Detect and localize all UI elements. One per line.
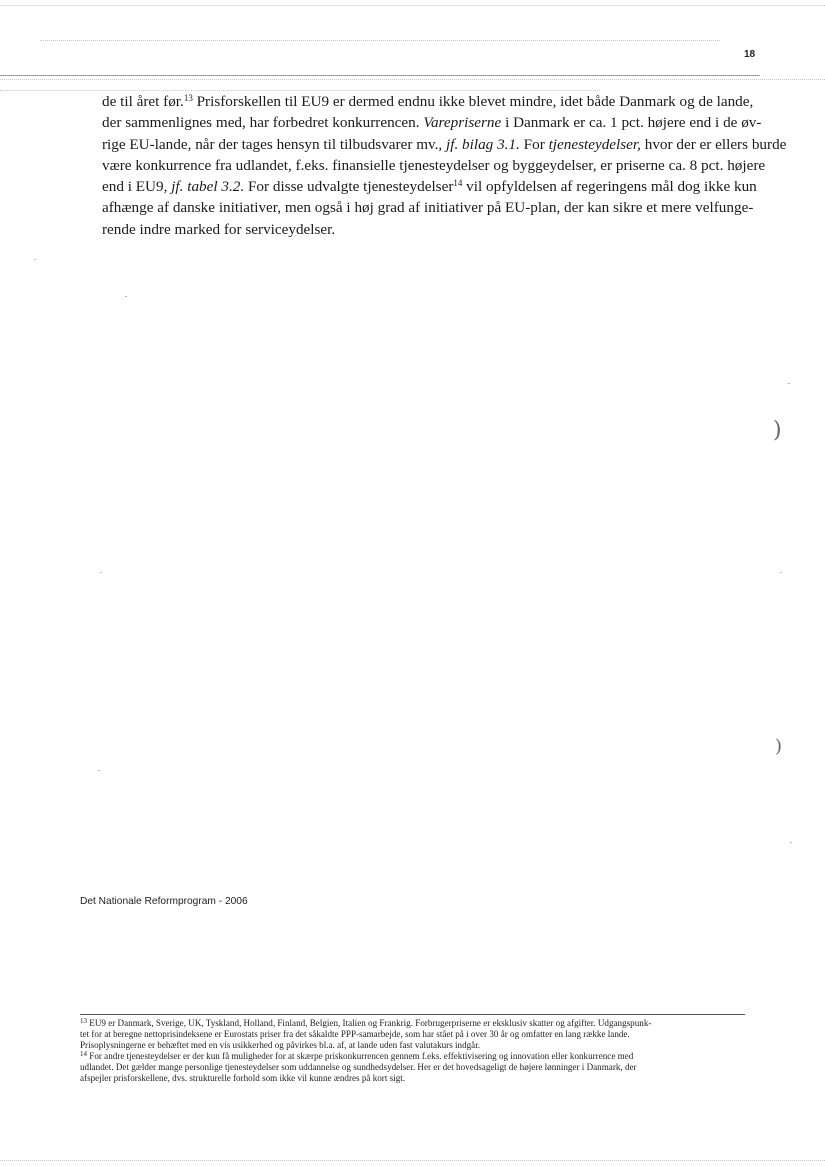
- footnote-line: tet for at beregne nettoprisindeksene er Eurostats priser fra det såkaldte PPP-samarbejde, som har stået på i over 30 år og omfatter en lang række lande.: [80, 1029, 630, 1040]
- footnote-line: Prisoplysningerne er behæftet med en vis usikkerhed og påvirkes bl.a. af, at lande uden fast valutakurs indgår.: [80, 1040, 481, 1051]
- header-rule: [0, 75, 760, 76]
- footnotes: [80, 1018, 755, 1085]
- scan-artifact-line: [40, 40, 720, 41]
- emphasis: jf. bilag 3.1.: [446, 135, 520, 153]
- emphasis: Varepriserne: [423, 114, 502, 132]
- footnote-line: afspejler prisforskellene, dvs. strukturelle forhold som ikke vil kunne ændres på kort sigt.: [80, 1073, 406, 1084]
- text-line: der sammenlignes med, har forbedret konkurrencen. Varepriserne i Danmark er ca. 1 pct. højere end i de øv-: [102, 114, 762, 132]
- scan-artifact-line: [0, 79, 825, 80]
- body-paragraph: [102, 91, 787, 240]
- binding-mark: ): [775, 736, 783, 757]
- scan-speck: [790, 842, 792, 843]
- scan-artifact-line: [0, 5, 825, 6]
- text-line: de til året før.$^{13}$ Prisforskellen til EU9 er dermed endnu ikke blevet mindre, idet både Danmark og de lande,: [102, 93, 754, 110]
- footnote-rule: [80, 1014, 745, 1015]
- text-line: rige EU-lande, når der tages hensyn til tilbudsvarer mv., jf. bilag 3.1. For tjenesteydelser, hvor der er ellers burde: [102, 135, 787, 153]
- footnote-line: udlandet. Det gælder mange personlige tjenesteydelser som uddannelse og sundhedsydelser. Her er det hovedsageligt de højere lønninger i Danmark, der: [80, 1062, 637, 1073]
- text-line: rende indre marked for serviceydelser.: [102, 220, 336, 238]
- emphasis: tjenesteydelser,: [548, 135, 641, 153]
- scan-artifact-line: [0, 1160, 825, 1161]
- text-line: end i EU9, jf. tabel 3.2. For disse udvalgte tjenesteydelser$^{14}$ vil opfyldelsen af regeringens mål dog ikke kun: [102, 178, 757, 196]
- footnote-line: $^{13}$ EU9 er Danmark, Sverige, UK, Tyskland, Holland, Finland, Belgien, Italien og Frankrig. Forbrugerpriserne er eksklusiv skatter og afgifter. Udgangspunk-: [80, 1017, 652, 1028]
- scan-speck: [780, 572, 782, 573]
- scan-speck: [100, 572, 102, 573]
- scan-speck: [98, 770, 100, 771]
- footnote-line: $^{14}$ For andre tjenesteydelser er der kun få muligheder for at skærpe priskonkurrencen gennem f.eks. effektivisering og innovation eller konkurrence med: [80, 1050, 634, 1062]
- footnote-number: 14: [80, 1050, 87, 1059]
- document-footer: Det Nationale Reformprogram - 2006: [80, 896, 248, 907]
- text-line: afhænge af danske initiativer, men også i høj grad af initiativer på EU-plan, der kan sikre et mere velfunge-: [102, 199, 754, 217]
- binding-mark: ): [773, 418, 782, 443]
- footnote-number: 13: [80, 1017, 87, 1025]
- page-number: 18: [744, 49, 756, 60]
- emphasis: jf. tabel 3.2.: [171, 178, 245, 196]
- text-line: være konkurrence fra udlandet, f.eks. finansielle tjenesteydelser og byggeydelser, er priserne ca. 8 pct. højere: [102, 156, 766, 174]
- scan-speck: [125, 296, 127, 297]
- scan-speck: [34, 259, 36, 260]
- footnote-ref: 14: [453, 178, 463, 189]
- footnote-ref: 13: [183, 93, 193, 103]
- scan-speck: [788, 383, 790, 384]
